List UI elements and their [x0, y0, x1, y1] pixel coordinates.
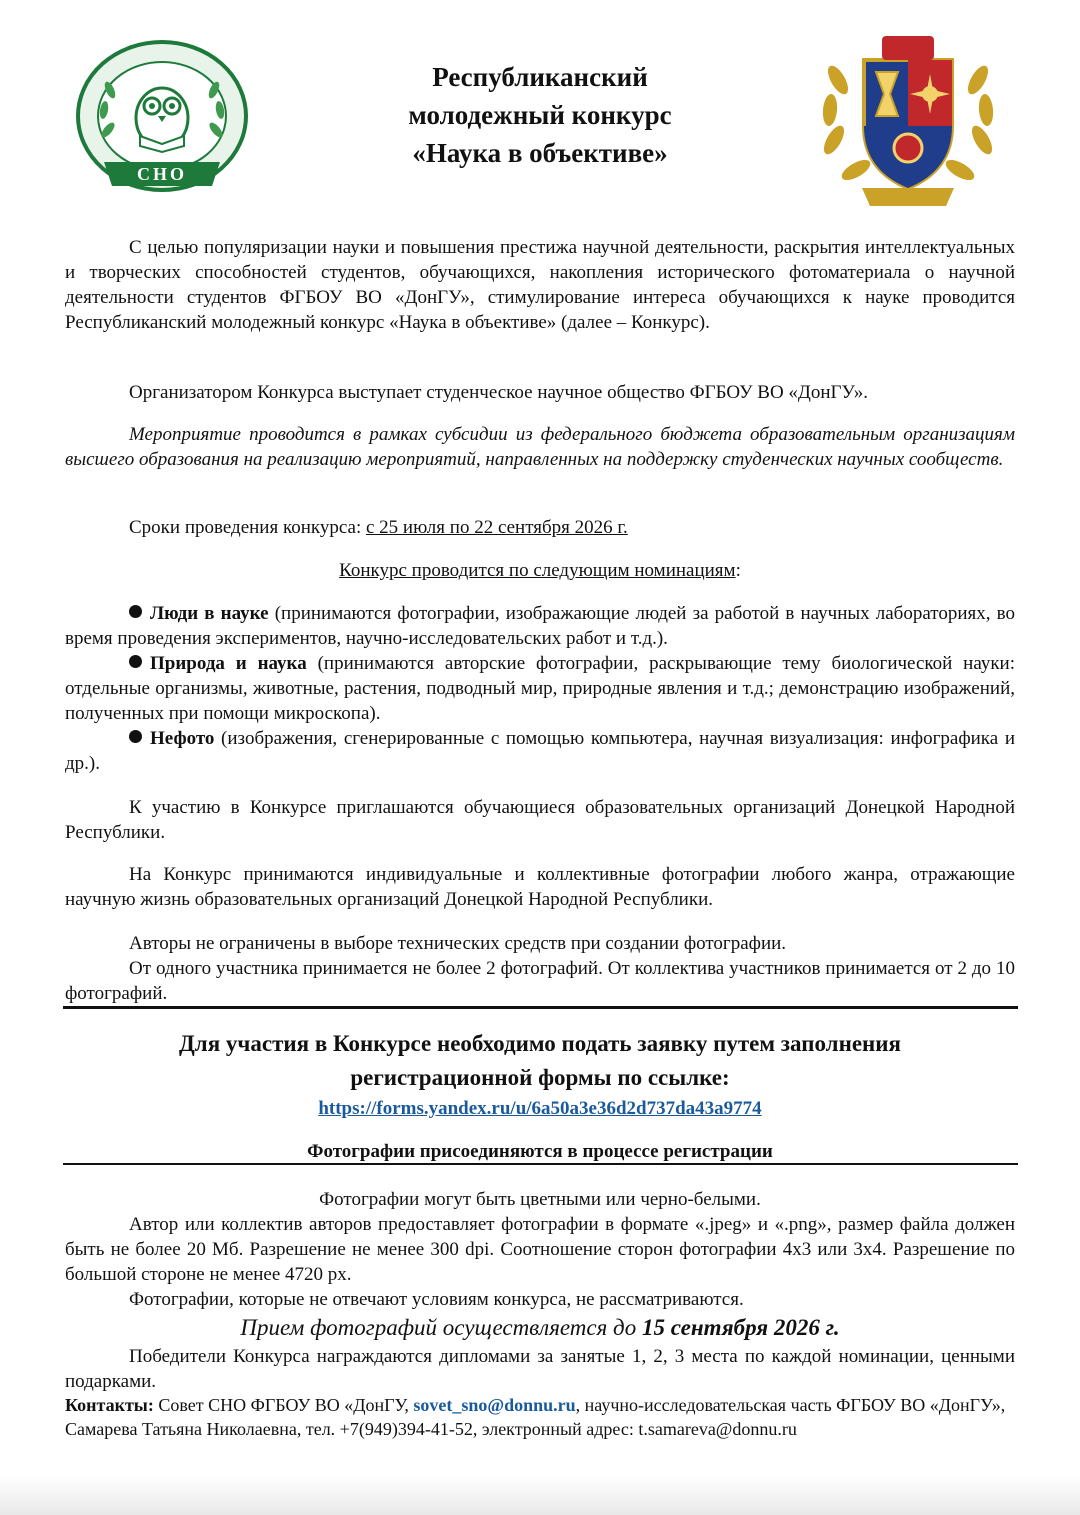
nomination-desc: (принимаются фотографии, изображающие людей за работой в научных лабораториях, во время проведения экспериментов, научно-исследовательских работ и т.д.). [65, 603, 1015, 649]
dates-paragraph [65, 515, 1015, 540]
subsidy-paragraph: Мероприятие проводится в рамках субсидии из федерального бюджета образовательным организациям высшего образования на реализацию мероприятий, направленных на поддержку студенческих научных сообществ. [65, 424, 1015, 470]
participants-paragraph: К участию в Конкурсе приглашаются обучающиеся образовательных организаций Донецкой Народной Республики. [65, 797, 1015, 843]
attach-note: Фотографии присоединяются в процессе регистрации [307, 1141, 773, 1162]
contacts-block [65, 1393, 1015, 1441]
nominations-heading-colon: : [735, 560, 741, 581]
winners-paragraph: Победители Конкурса награждаются дипломами за занятые 1, 2, 3 места по каждой номинации, ценными подарками. [65, 1346, 1015, 1392]
contacts-email[interactable]: sovet_sno@donnu.ru [413, 1395, 576, 1415]
bullet-icon [129, 655, 142, 668]
contacts-rest: , научно-исследовательская часть ФГБОУ ВО «ДонГУ», Самарева Татьяна Николаевна, тел. +7(949)394-41-52, электронный адрес: t.samareva@donnu.ru [65, 1395, 1006, 1439]
nomination-name: Природа и наука [150, 653, 307, 674]
nomination-name: Люди в науке [150, 603, 269, 624]
photo-limit-paragraph: От одного участника принимается не более 2 фотографий. От коллектива участников принимается от 2 до 10 фотографий. [65, 958, 1015, 1004]
photos-accepted-paragraph: На Конкурс принимаются индивидуальные и коллективные фотографии любого жанра, отражающие научную жизнь образовательных организаций Донецкой Народной Республики. [65, 864, 1015, 910]
page-title [310, 58, 770, 172]
registration-link-row [65, 1096, 1015, 1121]
nomination-item [65, 726, 1015, 776]
divider-bottom [63, 1163, 1018, 1165]
dates-value: с 25 июля по 22 сентября 2026 г. [365, 517, 628, 538]
registration-line-2: регистрационной формы по ссылке: [350, 1065, 730, 1090]
sno-owl-logo-icon [74, 40, 250, 196]
registration-link[interactable]: https://forms.yandex.ru/u/6a50a3e36d2d737da43a9774 [318, 1098, 762, 1119]
nomination-name: Нефото [150, 728, 215, 749]
nomination-item [65, 601, 1015, 651]
organizer-paragraph: Организатором Конкурса выступает студенческое научное общество ФГБОУ ВО «ДонГУ». [129, 382, 869, 403]
nomination-desc: (изображения, сгенерированные с помощью компьютера, научная визуализация: инфографика и др.). [65, 728, 1015, 774]
bullet-icon [129, 730, 142, 743]
intro-paragraph: С целью популяризации науки и повышения престижа научной деятельности, раскрытия интеллектуальных и творческих способностей студентов, обучающихся, накопления исторического фотоматериала о научной деятельности студентов ФГБОУ ВО «ДонГУ», стимулирование интереса обучающихся к науке проводится Республиканский молодежный конкурс «Наука в объективе» (далее – Конкурс). [65, 237, 1015, 333]
divider-top [63, 1006, 1018, 1009]
dates-label: Сроки проведения конкурса: [129, 517, 366, 538]
authors-tools-paragraph: Авторы не ограничены в выборе технических средств при создании фотографии. [129, 933, 787, 954]
title-line-1: Республиканский [432, 62, 648, 92]
bullet-icon [129, 605, 142, 618]
contacts-org: Совет СНО ФГБОУ ВО «ДонГУ, [153, 1395, 414, 1415]
contacts-label: Контакты: [65, 1395, 154, 1415]
deadline-date: 15 сентября 2026 г. [641, 1315, 840, 1340]
title-line-3: «Наука в объективе» [412, 138, 668, 168]
page-bottom-shade [0, 1475, 1080, 1515]
nominations-heading-text: Конкурс проводится по следующим номинациям [339, 560, 736, 581]
sno-logo-text: СНО [136, 164, 187, 184]
deadline-line [65, 1312, 1015, 1344]
university-crest-icon [812, 30, 1004, 208]
title-line-2: молодежный конкурс [408, 100, 672, 130]
rejected-note: Фотографии, которые не отвечают условиям конкурса, не рассматриваются. [129, 1289, 744, 1310]
nomination-desc: (принимаются авторские фотографии, раскрывающие тему биологической науки: отдельные организмы, животные, растения, подводный мир, природные явления и т.д.; демонстрацию изображений, полученных при помощи микроскопа). [65, 653, 1015, 724]
color-requirement: Фотографии могут быть цветными или черно-белыми. [319, 1189, 761, 1210]
nomination-item [65, 651, 1015, 726]
deadline-prefix: Прием фотографий осуществляется до [240, 1315, 642, 1340]
format-requirement: Автор или коллектив авторов предоставляет фотографии в формате «.jpeg» и «.png», размер файла должен быть не более 20 Мб. Разрешение не менее 300 dpi. Соотношение сторон фотографии 4х3 или 3х4. Разрешение по большой стороне не менее 4720 px. [65, 1214, 1015, 1285]
registration-line-1: Для участия в Конкурсе необходимо подать заявку путем заполнения [178, 1031, 901, 1056]
nominations-heading [65, 558, 1015, 583]
